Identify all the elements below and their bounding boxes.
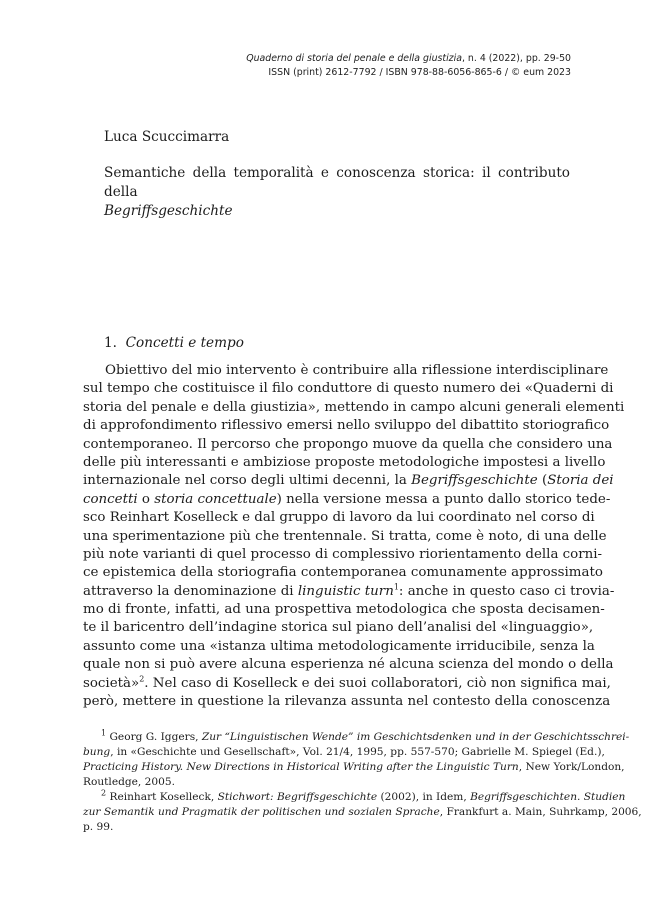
body-text-run: sco Reinhart Koselleck e dal gruppo di lavoro da lui coordinato nel corso di (83, 510, 595, 526)
body-line (83, 564, 603, 582)
footnote-2-cont: zur Semantik und Pragmatik der politischen und sozialen Sprache, Frankfurt a. Main, Suhrkamp, 2006, (83, 806, 642, 818)
author-name: Luca Scuccimarra (104, 129, 230, 145)
body-text-run: : anche in questo caso ci trovia- (398, 583, 615, 599)
section-title: Concetti e tempo (125, 335, 244, 351)
body-text-run: assunto come una «istanza ultima metodologicamente irriducibile, senza la (83, 638, 595, 654)
body-line (83, 454, 606, 472)
journal-citation (111, 52, 571, 66)
footnote-1: $^1$ Georg G. Iggers, Zur “Linguistischen Wende” im Geschichtsdenken und in der Geschichtsschrei- (101, 728, 630, 743)
body-line (83, 619, 594, 637)
journal-name: Quaderno di storia del penale e della giustizia (246, 53, 462, 64)
body-text-run: internazionale nel corso degli ultimi decenni, la (83, 473, 412, 489)
journal-pages: , n. 4 (2022), pp. 29-50 (461, 53, 571, 64)
body-line (83, 509, 595, 527)
body-line (83, 582, 615, 601)
body-text-run: società» (83, 675, 140, 691)
body-line (83, 472, 614, 490)
footnotes (83, 728, 642, 835)
issn-line: ISSN (print) 2612-7792 / ISBN 978-88-6056-865-6 / © eum 2023 (268, 67, 571, 78)
body-text-run: più note varianti di quel processo di complessivo riorientamento della corni- (83, 546, 603, 562)
body-line (83, 491, 611, 509)
body-text (83, 362, 625, 711)
body-text-run: delle più interessanti e ambiziose proposte metodologiche impostesi a livello (83, 454, 606, 470)
body-text-run: Obiettivo del mio intervento è contribuire alla riflessione interdisciplinare (105, 363, 609, 378)
body-text-run: storia concettuale (154, 491, 277, 507)
article-title (104, 164, 570, 221)
body-text-run: Storia dei (547, 473, 614, 489)
body-text-run: concetti (83, 491, 138, 507)
body-text-run: contemporaneo. Il percorso che propongo muove da quella che considero una (83, 436, 613, 452)
footnote-2-end: p. 99. (83, 821, 114, 833)
body-text-run: ( (537, 473, 548, 489)
footnote-ref: 2 (139, 674, 145, 684)
body-text-run: storia del penale e della giustizia», mettendo in campo alcuni generali elementi (83, 399, 625, 415)
title-line-1: Semantiche della temporalità e conoscenza storica: il contributo della (104, 165, 570, 200)
body-text-run: Begriffsgeschichte (411, 473, 538, 489)
body-line (83, 436, 613, 454)
footnote-ref: 1 (393, 582, 399, 592)
body-line (83, 638, 595, 656)
body-line (83, 693, 611, 711)
footnote-1-cont2: Practicing History. New Directions in Historical Writing after the Linguistic Turn, New York/London, (83, 761, 625, 773)
running-header (111, 52, 571, 80)
body-text-run: di approfondimento riflessivo emersi nello sviluppo del dibattito storiografico (83, 418, 610, 434)
footnote-1-cont: bung, in «Geschichte und Gesellschaft», Vol. 21/4, 1995, pp. 557-570; Gabrielle M. Spiegel (Ed.), (83, 746, 605, 758)
body-line (83, 528, 607, 546)
body-text-run: sul tempo che costituisce il filo conduttore di questo numero dei «Quaderni di (83, 381, 614, 397)
section-heading (104, 335, 244, 351)
body-line (83, 546, 603, 564)
footnote-2: $^2$ Reinhart Koselleck, Stichwort: Begriffsgeschichte (2002), in Idem, Begriffsgeschichten. Studien (101, 788, 626, 803)
body-text-run: mo di fronte, infatti, ad una prospettiva metodologica che sposta decisamen- (83, 602, 605, 618)
body-line (83, 674, 611, 693)
body-text-run: attraverso la denominazione di (83, 583, 298, 599)
body-line (83, 380, 614, 398)
body-text-run: però, mettere in questione la rilevanza assunta nel contesto della conoscenza (83, 694, 611, 710)
title-line-2: Begriffsgeschichte (104, 203, 233, 219)
footnote-1-end: Routledge, 2005. (83, 776, 175, 788)
body-text-run: linguistic turn (297, 583, 394, 599)
body-line (83, 399, 625, 417)
body-text-run: o (137, 491, 155, 507)
body-line (83, 601, 605, 619)
body-text-run: una sperimentazione più che trentennale. Si tratta, come è noto, di una delle (83, 528, 607, 544)
body-line (83, 362, 609, 380)
body-text-run: . Nel caso di Koselleck e dei suoi collaboratori, ciò non significa mai, (144, 675, 611, 691)
body-text-run: te il baricentro dell’indagine storica sul piano dell’analisi del «linguaggio», (83, 620, 594, 636)
body-text-run: quale non si può avere alcuna esperienza né alcuna scienza del mondo o della (83, 657, 614, 673)
body-line (83, 656, 614, 674)
body-line (83, 417, 610, 435)
body-text-run: ce epistemica della storiografia contemporanea comunamente approssimato (83, 565, 603, 581)
body-text-run: ) nella versione messa a punto dallo storico tede- (276, 491, 611, 507)
section-number: 1. (104, 335, 117, 351)
